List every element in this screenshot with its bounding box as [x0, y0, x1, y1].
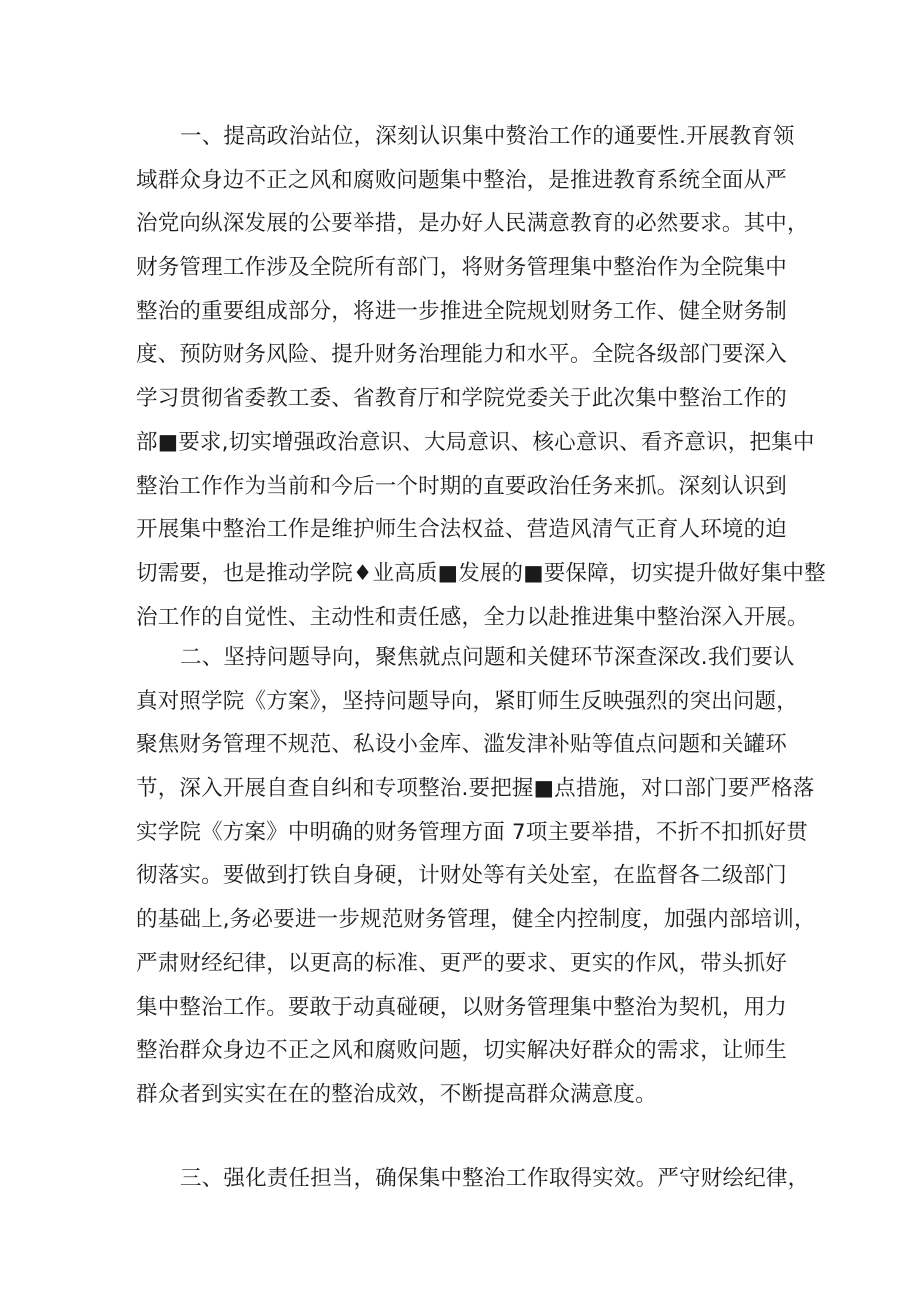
- paragraph-line: 的基础上,务必要进一步规范财务管理，健全内控制度，加强内部培训，: [136, 907, 816, 933]
- paragraph-3: [136, 1157, 810, 1201]
- paragraph-line: 部■要求,切实增强政治意识、大局意识、核心意识、看齐意识，把集中: [136, 429, 815, 455]
- paragraph-line: 财务管理工作涉及全院所有部门，将财务管理集中整治作为全院集中: [136, 255, 788, 281]
- paragraph-line: 聚焦财务管理不规范、私设小金库、滥发津补贴等值点问题和关罐环: [136, 732, 788, 758]
- paragraph-line: 整治群众身边不正之风和腐败问题，切实解决好群众的需求，让师生: [136, 1038, 788, 1064]
- paragraph-line: 群众者到实实在在的整治成效，不断提高群众满意度。: [136, 1081, 657, 1107]
- paragraph-line: 治工作的自觉性、主动性和责任感，全力以赴推进集中整治深入开展。: [136, 604, 809, 630]
- paragraph-line: 集中整治工作。要敢于动真碰硬，以财务管理集中整治为契机，用力: [136, 994, 788, 1020]
- paragraph-line: 学习贯彻省委教工委、省教育厅和学院党委关于此次集中整治工作的: [136, 386, 788, 412]
- paragraph-line: 整治的重要组成部分，将进一步推进全院规划财务工作、健全财务制: [136, 298, 788, 324]
- paragraph-line: 治党向纵深发展的公要举措，是办好人民满意教育的必然要求。其中，: [136, 211, 809, 237]
- paragraph-line: 二、坚持问题导向，聚焦就点问题和关健环节深查深改.我们要认: [180, 645, 795, 670]
- paragraph-line: 开展集中整治工作是维护师生合法权益、营造风清气正育人环境的迫: [136, 517, 788, 543]
- paragraph-line: 整治工作作为当前和今后一个时期的直要政治任务来抓。深刻认识到: [136, 473, 788, 499]
- paragraph-line: 节，深入开展自查自纠和专项整治.要把握■点措施，对口部门要严格落: [136, 776, 815, 802]
- paragraph-line: 一、提高政治站位，深刻认识集中赘治工作的通要性.开展教育领: [180, 124, 795, 149]
- paragraph-line: 切需要，也是推动学院♦业高质■发展的■要保障，切实提升做好集中整: [136, 560, 826, 586]
- paragraph-line: 真对照学院《方案》，坚持问题导向，紧盯师生反映强烈的突出问题，: [136, 688, 798, 714]
- paragraph-line: 三、强化责任担当，确保集中整治工作取得实效。严守财绘纪律，: [180, 1166, 810, 1191]
- paragraph-line: 度、预防财务风险、提升财务治理能力和水平。全院各级部门要深入: [136, 342, 788, 368]
- paragraph-line: 实学院《方案》中明确的财务管理方面 7项主要举措，不折不扣抓好贯: [136, 819, 808, 845]
- paragraph-line: 彻落实。要做到打铁自身硬，计财处等有关处室，在监督各二级部门: [136, 863, 788, 889]
- paragraph-line: 域群众身边不正之风和腐败问题集中整治，是推进教育系统全面从严: [136, 167, 788, 193]
- paragraph-1: [136, 115, 826, 639]
- paragraph-2: [136, 636, 816, 1117]
- paragraph-line: 严肃财经纪律，以更高的标准、更严的要求、更实的作风，带头抓好: [136, 950, 788, 976]
